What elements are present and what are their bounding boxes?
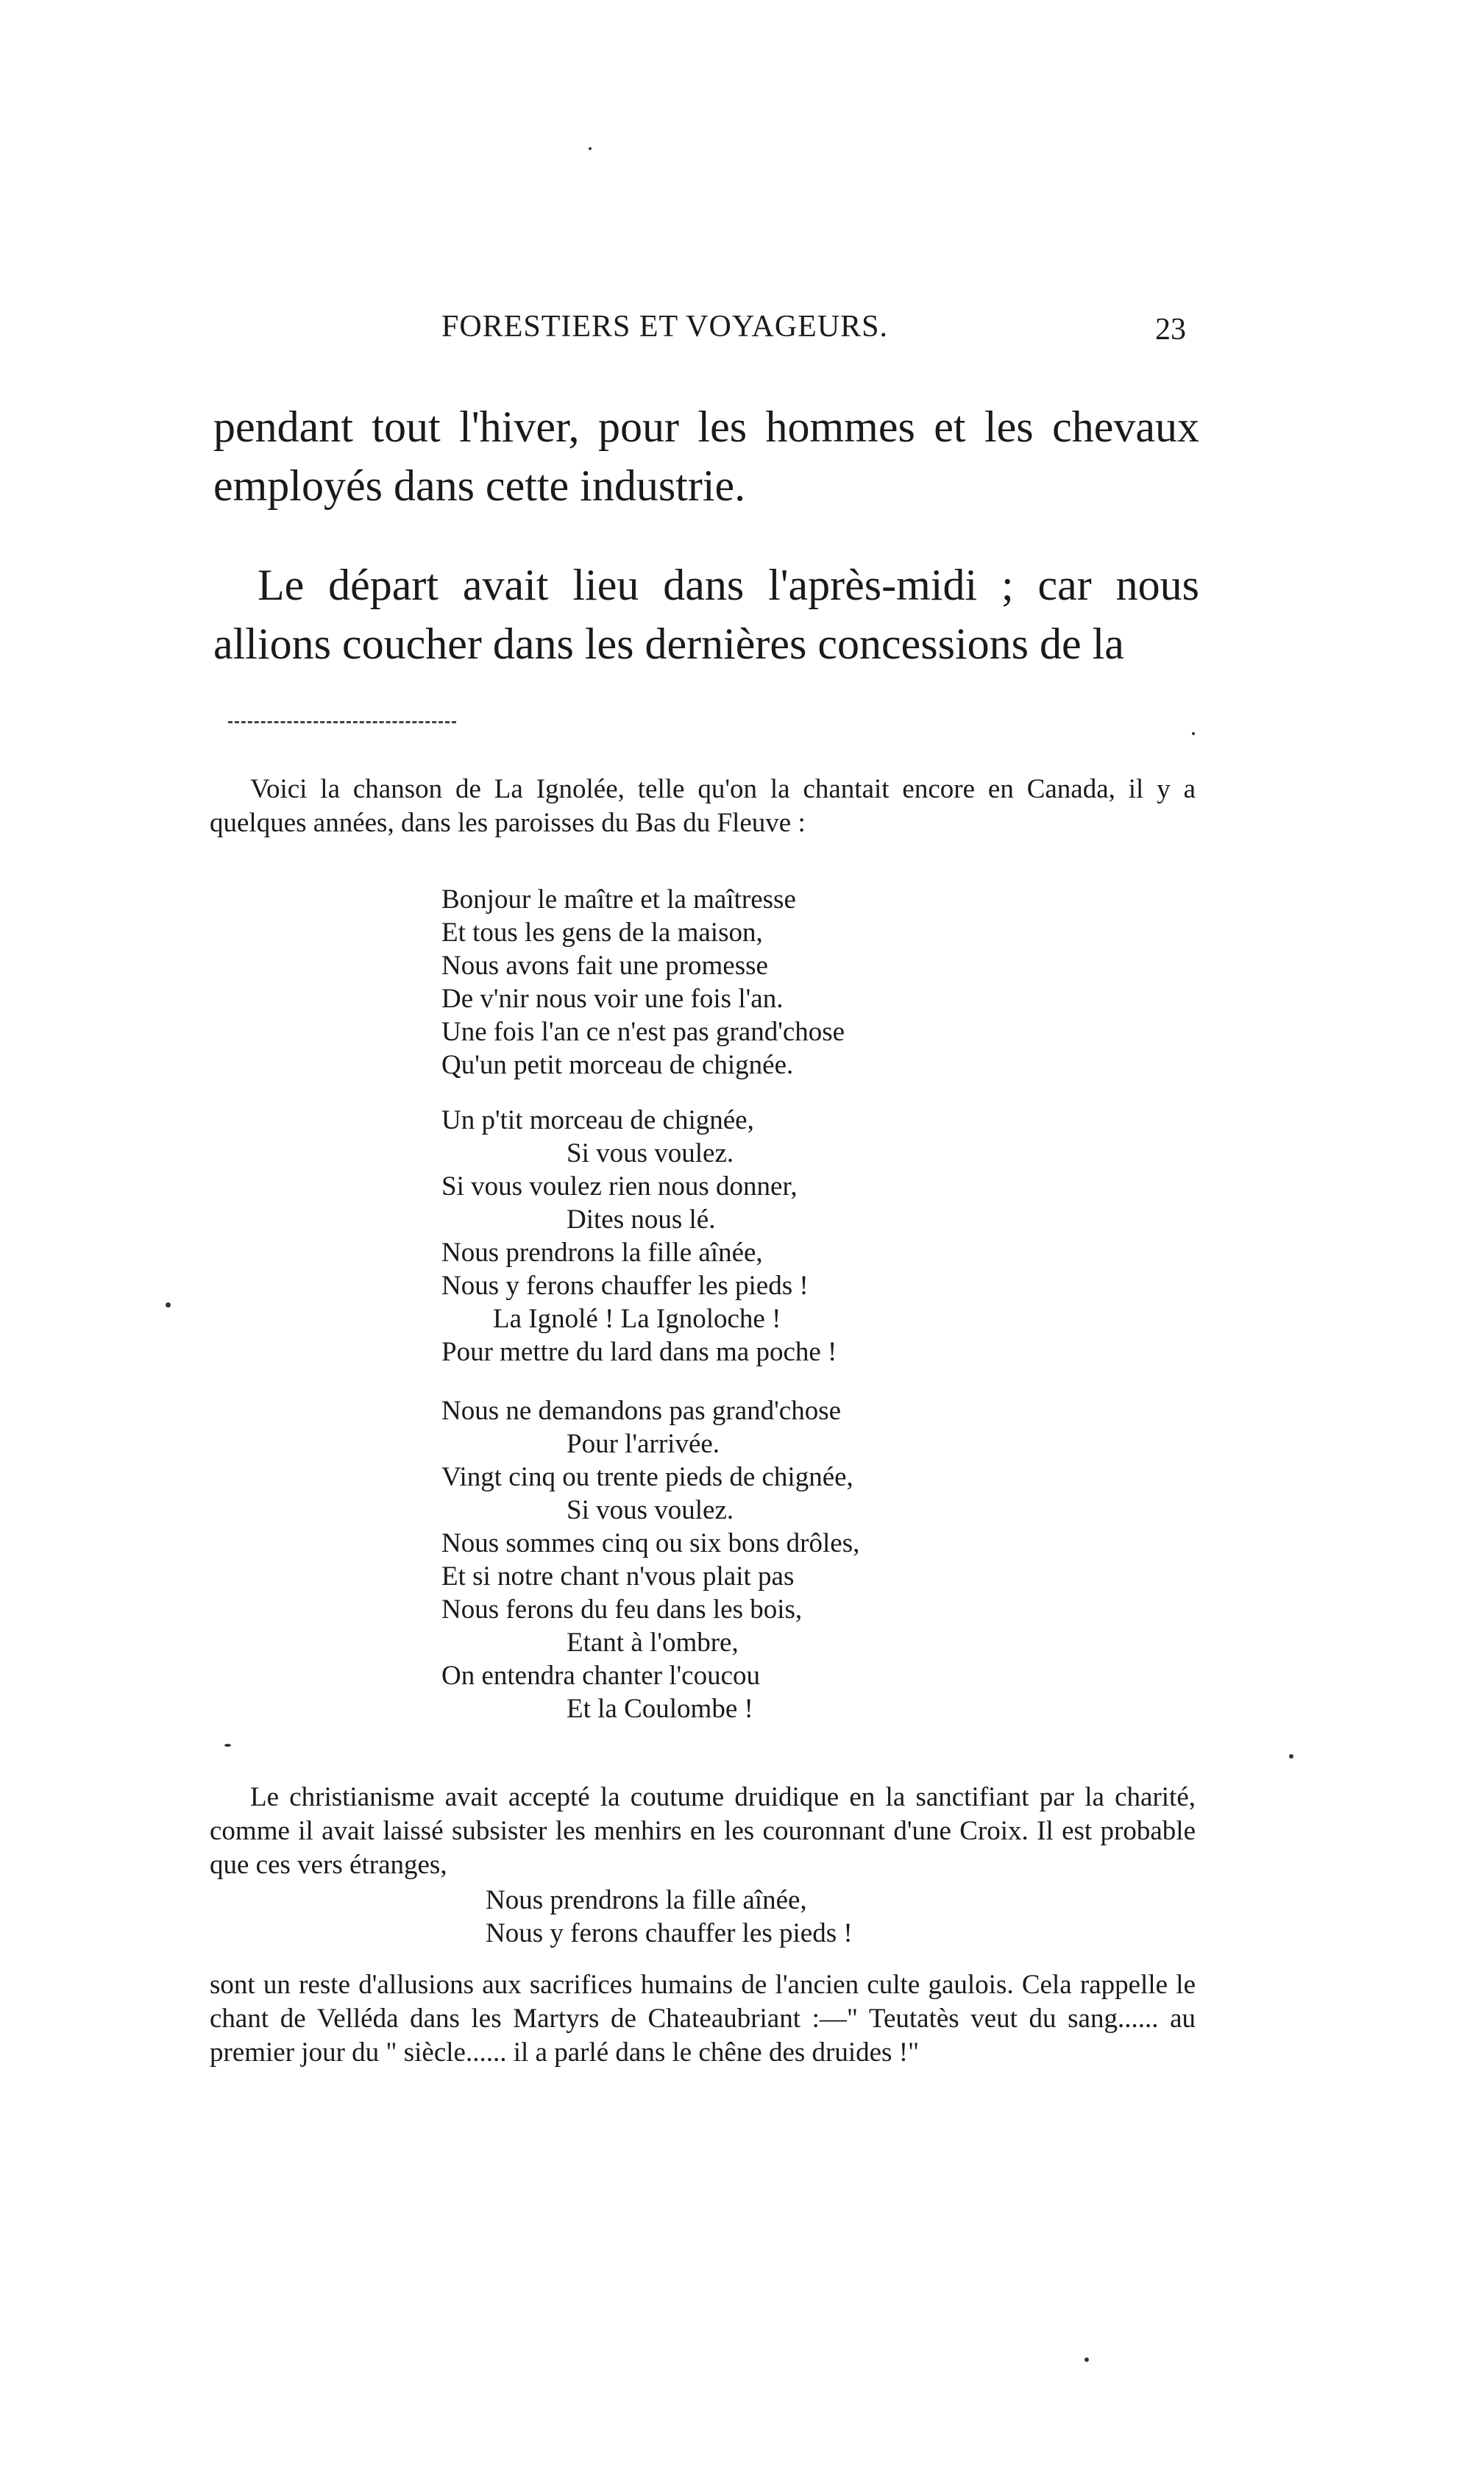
footnote-separator [228, 721, 456, 723]
poem-line: De v'nir nous voir une fois l'an. [441, 984, 784, 1014]
quote-line: Nous prendrons la fille aînée, [486, 1885, 807, 1915]
print-speck [1192, 732, 1195, 735]
poem-line: On entendra chanter l'coucou [441, 1661, 760, 1691]
poem-line: Nous ne demandons pas grand'chose [441, 1396, 842, 1426]
footnote-intro: Voici la chanson de La Ignolée, telle qu'on la chantait encore en Canada, il y a quelques années, dans les paroisses du Bas du Fleuve : [210, 774, 1196, 838]
poem-stanza-2 [441, 1104, 837, 1369]
poem-line: Et si notre chant n'vous plait pas [441, 1561, 795, 1592]
poem-line: Etant à l'ombre, [567, 1628, 739, 1658]
quote-line: Nous y ferons chauffer les pieds ! [486, 1918, 853, 1948]
poem-line: Qu'un petit morceau de chignée. [441, 1050, 794, 1080]
poem-line: Pour l'arrivée. [567, 1429, 720, 1459]
print-speck [1289, 1754, 1293, 1759]
poem-line: Une fois l'an ce n'est pas grand'chose [441, 1017, 845, 1047]
footnote-paragraph-3: sont un reste d'allusions aux sacrifices humains de l'ancien culte gaulois. Cela rappelle le chant de Velléda dans les Martyrs de Chateaubriant :—" Teutatès veut du sang...... au premier jour du " siècle...... il a parlé dans le chêne des druides !" [210, 1970, 1196, 2068]
poem-line: Nous y ferons chauffer les pieds ! [441, 1271, 809, 1301]
print-speck [224, 1744, 231, 1747]
poem-line: Et tous les gens de la maison, [441, 918, 763, 948]
poem-stanza-1 [441, 883, 845, 1082]
print-speck [166, 1302, 171, 1308]
poem-line: Nous prendrons la fille aînée, [441, 1238, 763, 1268]
page-number: 23 [1155, 313, 1186, 347]
poem-line: Si vous voulez. [567, 1495, 734, 1525]
poem-line: Dites nous lé. [567, 1204, 716, 1235]
poem-line: Bonjour le maître et la maîtresse [441, 884, 796, 915]
quoted-verse [486, 1884, 853, 1950]
poem-line: Un p'tit morceau de chignée, [441, 1105, 754, 1135]
poem-line: Nous avons fait une promesse [441, 951, 768, 981]
body-paragraph-2: Le départ avait lieu dans l'après-midi ; car nous allions coucher dans les dernières concessions de la [213, 561, 1199, 668]
footnote-paragraph-2: Le christianisme avait accepté la coutume druidique en la sanctifiant par la charité, comme il avait laissé subsister les menhirs en les couronnant d'une Croix. Il est probable que ces vers étranges, [210, 1782, 1196, 1880]
poem-line: Et la Coulombe ! [567, 1694, 753, 1724]
poem-line: Vingt cinq ou trente pieds de chignée, [441, 1462, 853, 1492]
poem-line: Si vous voulez rien nous donner, [441, 1171, 798, 1202]
poem-line: Nous sommes cinq ou six bons drôles, [441, 1528, 860, 1558]
poem-line: Si vous voulez. [567, 1138, 734, 1168]
poem-line: La Ignolé ! La Ignoloche ! [493, 1304, 781, 1334]
poem-stanza-3 [441, 1394, 859, 1725]
body-paragraph-1: pendant tout l'hiver, pour les hommes et les chevaux employés dans cette industrie. [213, 402, 1199, 510]
poem-line: Pour mettre du lard dans ma poche ! [441, 1337, 837, 1367]
print-speck [1084, 2357, 1089, 2362]
running-head: FORESTIERS ET VOYAGEURS. [441, 310, 889, 344]
poem-line: Nous ferons du feu dans les bois, [441, 1594, 803, 1625]
print-speck [589, 147, 592, 150]
